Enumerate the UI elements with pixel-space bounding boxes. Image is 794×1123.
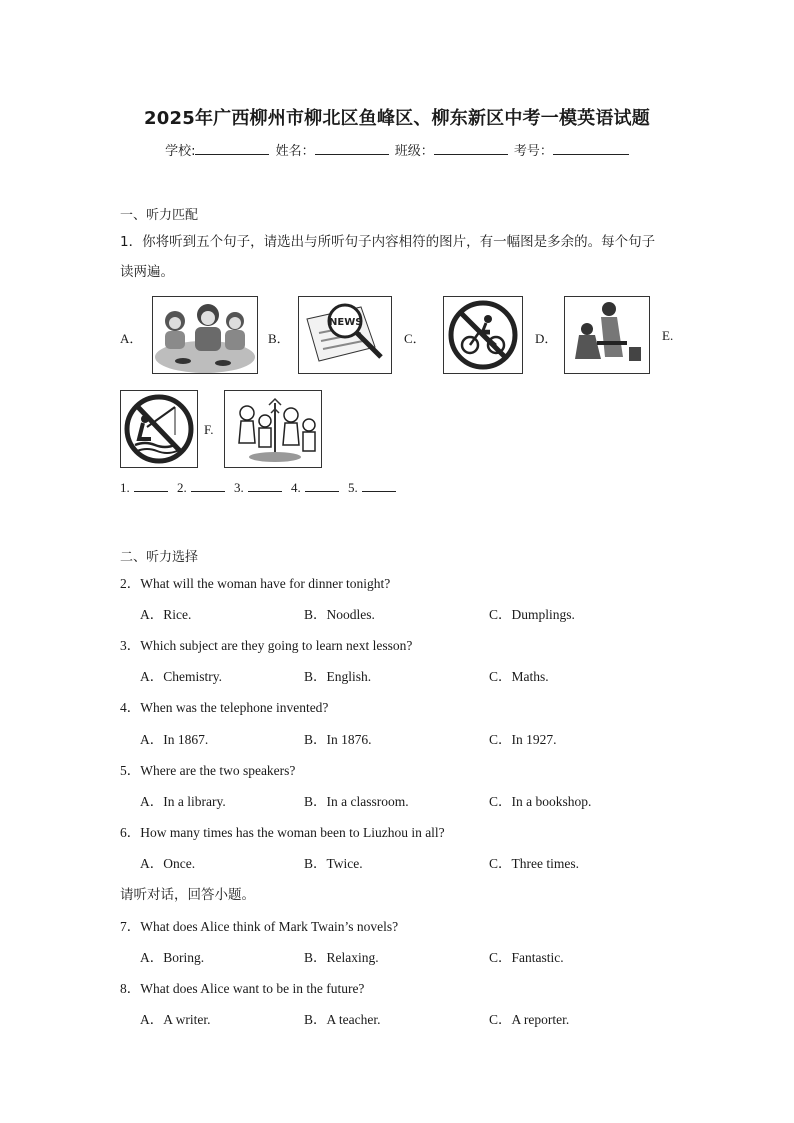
answer-2-blank[interactable] — [191, 480, 225, 492]
newspaper-magnifier-icon — [299, 297, 391, 373]
question-6: 6．How many times has the woman been to Liuzhou in all? — [120, 825, 445, 840]
answer-5-blank[interactable] — [362, 480, 396, 492]
question-7-option-c[interactable]: C．Fantastic. — [489, 950, 564, 965]
question-2-option-a[interactable]: A．Rice. — [140, 607, 192, 622]
question-8-option-b[interactable]: B．A teacher. — [304, 1012, 381, 1027]
picnic-illustration-icon — [153, 297, 257, 373]
school-label: 学校: — [165, 144, 196, 159]
picture-d-mother-and-child — [564, 296, 650, 374]
school-field[interactable] — [195, 142, 269, 155]
question-4-option-a[interactable]: A．In 1867. — [140, 732, 209, 747]
question-3: 3．Which subject are they going to learn next lesson? — [120, 638, 413, 653]
question-6-option-c[interactable]: C．Three times. — [489, 856, 579, 871]
answer-1-blank[interactable] — [134, 480, 168, 492]
svg-text:NEWS: NEWS — [329, 317, 363, 328]
question-3-option-c[interactable]: C．Maths. — [489, 669, 549, 684]
picture-label-c: C． — [404, 331, 426, 346]
class-field[interactable] — [434, 142, 508, 155]
dialog-instruction: 请听对话，回答小题。 — [120, 887, 255, 903]
question-4-option-c[interactable]: C．In 1927. — [489, 732, 557, 747]
picture-label-f: F. — [204, 422, 214, 437]
picture-label-b: B． — [268, 331, 290, 346]
question-5-option-a[interactable]: A．In a library. — [140, 794, 226, 809]
question-4: 4．When was the telephone invented? — [120, 700, 329, 715]
question-2-option-b[interactable]: B．Noodles. — [304, 607, 375, 622]
question-5-option-c[interactable]: C．In a bookshop. — [489, 794, 592, 809]
exam-no-field[interactable] — [553, 142, 629, 155]
section-heading-2: 二、听力选择 — [120, 550, 199, 565]
picture-label-d: D． — [535, 331, 558, 346]
question-6-option-a[interactable]: A．Once. — [140, 856, 196, 871]
question-2: 2．What will the woman have for dinner tonight? — [120, 576, 391, 591]
picture-f-planting-trees — [224, 390, 322, 468]
answer-2-label: 2. — [177, 480, 187, 495]
question-1-text: 1．你将听到五个句子，请选出与所听句子内容相符的图片，有一幅图是多余的。每个句子 — [120, 234, 656, 250]
question-3-option-a[interactable]: A．Chemistry. — [140, 669, 222, 684]
question-4-option-b[interactable]: B．In 1876. — [304, 732, 372, 747]
answer-3-blank[interactable] — [248, 480, 282, 492]
kids-planting-tree-icon — [225, 391, 321, 467]
answer-4-label: 4. — [291, 480, 301, 495]
question-3-option-b[interactable]: B．English. — [304, 669, 372, 684]
exam-no-label: 考号： — [513, 144, 553, 159]
question-2-option-c[interactable]: C．Dumplings. — [489, 607, 575, 622]
name-label: 姓名： — [275, 144, 315, 159]
page-title: 2025年广西柳州市柳北区鱼峰区、柳东新区中考一模英语试题 — [144, 108, 650, 129]
answer-blanks-row — [120, 480, 402, 496]
question-7-option-a[interactable]: A．Boring. — [140, 950, 205, 965]
picture-e-no-fishing — [120, 390, 198, 468]
question-1-text-cont: 读两遍。 — [120, 264, 174, 280]
question-8-option-a[interactable]: A．A writer. — [140, 1012, 211, 1027]
question-7: 7．What does Alice think of Mark Twain’s novels? — [120, 919, 399, 934]
name-field[interactable] — [315, 142, 389, 155]
question-5-option-b[interactable]: B．In a classroom. — [304, 794, 409, 809]
picture-b-newspaper — [298, 296, 392, 374]
answer-4-blank[interactable] — [305, 480, 339, 492]
student-info-line — [0, 140, 794, 159]
no-cycling-sign-icon — [444, 297, 522, 373]
class-label: 班级： — [394, 144, 434, 159]
no-fishing-sign-icon — [121, 391, 197, 467]
picture-c-no-cycling — [443, 296, 523, 374]
question-5: 5．Where are the two speakers? — [120, 763, 296, 778]
answer-3-label: 3. — [234, 480, 244, 495]
picture-label-a: A． — [120, 331, 143, 346]
answer-5-label: 5. — [348, 480, 358, 495]
question-6-option-b[interactable]: B．Twice. — [304, 856, 363, 871]
question-7-option-b[interactable]: B．Relaxing. — [304, 950, 379, 965]
question-8: 8．What does Alice want to be in the future? — [120, 981, 365, 996]
mother-helping-child-icon — [565, 297, 649, 373]
picture-label-e: E. — [662, 328, 674, 343]
question-8-option-c[interactable]: C．A reporter. — [489, 1012, 570, 1027]
section-heading-1: 一、听力匹配 — [120, 208, 199, 223]
picture-a-family-picnic — [152, 296, 258, 374]
answer-1-label: 1. — [120, 480, 130, 495]
